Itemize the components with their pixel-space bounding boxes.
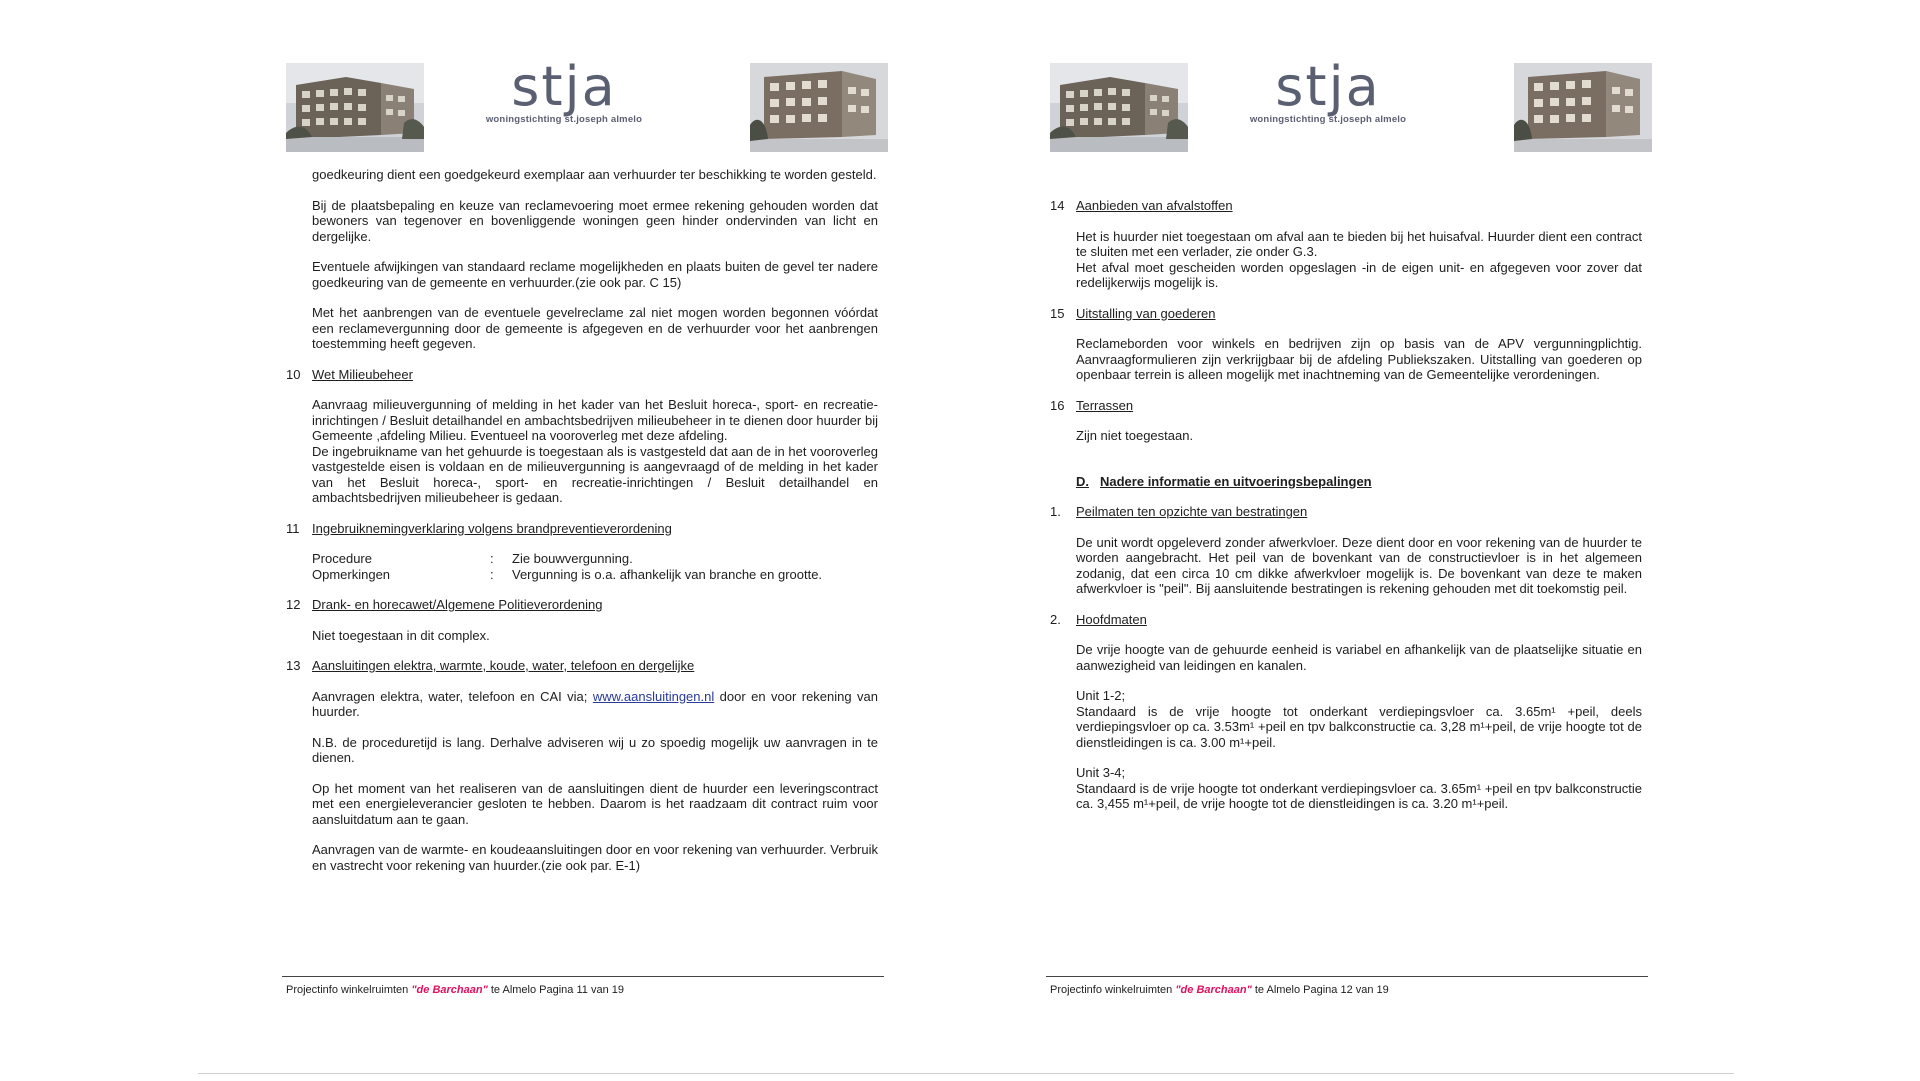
aansluitingen-link[interactable]: www.aansluitingen.nl (592, 688, 715, 704)
section-14-heading: 14 Aanbieden van afvalstoffen (1050, 198, 1233, 213)
section-15-heading: 15 Uitstalling van goederen (1050, 305, 1216, 321)
page-12-content (1050, 198, 1642, 812)
section-13-heading: 13 Aansluitingen elektra, warmte, koude, water, telefoon en dergelijke (286, 658, 695, 673)
footer-divider (1046, 976, 1648, 977)
scan-edge-line (198, 1073, 1734, 1074)
opmerkingen-row: Opmerkingen : Vergunning is o.a. afhankelijk van branche en grootte. (312, 566, 823, 582)
building-photo-right (1514, 63, 1652, 152)
stja-logo (1238, 55, 1418, 125)
paragraph: Zijn niet toegestaan. (1076, 428, 1194, 443)
section-d-heading: D. Nadere informatie en uitvoeringsbepalingen (1076, 473, 1372, 489)
paragraph: goedkeuring dient een goedgekeurd exemplaar aan verhuurder ter beschikking te worden gesteld. (312, 167, 877, 182)
paragraph: De vrije hoogte van de gehuurde eenheid is variabel en afhankelijk van de plaatselijke situatie en aanwezigheid van leidingen en kanalen. (1076, 642, 1642, 673)
logo-subtitle: woningstichting st.joseph almelo (1249, 114, 1407, 125)
footer-divider (282, 976, 884, 977)
page-footer: Projectinfo winkelruimten "de Barchaan" te Almelo Pagina 11 van 19 (286, 984, 624, 996)
paragraph: Het afval moet gescheiden worden opgeslagen -in de eigen unit- en afgegeven voor zover dat redelijkerwijs mogelijk is. (1076, 259, 1642, 290)
section-12-heading: 12 Drank- en horecawet/Algemene Politieverordening (286, 597, 603, 612)
logo-word: stja (511, 55, 617, 118)
paragraph: Niet toegestaan in dit complex. (312, 627, 490, 643)
paragraph: Het is huurder niet toegestaan om afval aan te bieden bij het huisafval. Huurder dient een contract te sluiten met een verlader, zie onder G.3. (1076, 228, 1642, 259)
procedure-row: Procedure : Zie bouwvergunning. (312, 551, 633, 566)
page-11-content (286, 167, 878, 873)
logo-subtitle: woningstichting st.joseph almelo (485, 114, 643, 125)
paragraph: Eventuele afwijkingen van standaard reclame mogelijkheden en plaats buiten de gevel ter nadere goedkeuring van de gemeente en verhuurder.(zie ook par. C 15) (312, 259, 878, 290)
stja-logo (474, 55, 654, 125)
unit-1-2-label: Unit 1-2; (1076, 688, 1126, 703)
paragraph: Reclameborden voor winkels en bedrijven zijn op basis van de APV vergunningplichtig. Aanvraagformulieren zijn verkrijgbaar bij de afdeling Publiekszaken. Uitstalling van goederen op openbaar terrein is alleen mogelijk met inachtneming van de Gemeentelijke verordeningen. (1076, 336, 1642, 382)
paragraph: Standaard is de vrije hoogte tot onderkant verdiepingsvloer ca. 3.65m¹ +peil, deels verdiepingsvloer op ca. 3.53m¹ +peil en tpv balkconstructie ca. 3,28 m¹+peil, de vrije hoogte tot de dienstleidingen is ca. 3.00 m¹+peil. (1076, 703, 1642, 750)
paragraph: Aanvragen elektra, water, telefoon en CAI via; www.aansluitingen.nl door en voor rekening van huurder. (312, 688, 878, 719)
section-d2-heading: 2. Hoofdmaten (1050, 611, 1147, 627)
section-11-heading: 11 Ingebruiknemingverklaring volgens brandpreventieverordening (286, 520, 672, 536)
paragraph: Aanvragen van de warmte- en koudeaansluitingen door en voor rekening van verhuurder. Verbruik en vastrecht voor rekening van huurder.(zie ook par. E-1) (312, 842, 878, 873)
section-d1-heading: 1. Peilmaten ten opzichte van bestratingen (1050, 504, 1308, 519)
section-16-heading: 16 Terrassen (1050, 397, 1134, 413)
building-photo-right (750, 63, 888, 152)
building-photo-left (286, 63, 424, 152)
paragraph: Bij de plaatsbepaling en keuze van reclamevoering moet ermee rekening gehouden worden dat bewoners van tegenover en bovenliggende woningen geen hinder ondervinden van licht en dergelijke. (312, 197, 878, 244)
paragraph: De unit wordt opgeleverd zonder afwerkvloer. Deze dient door en voor rekening van de huurder te worden aangebracht. Het peil van de bovenkant van de constructievloer is in het algemeen zodanig, dat een circa 10 cm dikke afwerkvloer mogelijk is. De bovenkant van deze te maken afwerkvloer is "peil". Bij aansluitende bestratingen is rekening gehouden met dit toekomstig peil. (1076, 534, 1642, 596)
paragraph: Op het moment van het realiseren van de aansluitingen dient de huurder een leveringscontract met een energieleverancier gesloten te hebben. Daarom is het raadzaam dit contract ruim voor aansluitdatum aan te gaan. (312, 780, 878, 827)
page-footer: Projectinfo winkelruimten "de Barchaan" te Almelo Pagina 12 van 19 (1050, 984, 1389, 996)
paragraph: Standaard is de vrije hoogte tot onderkant verdiepingsvloer ca. 3.65m¹ +peil en tpv balkconstructie ca. 3,455 m¹+peil, de vrije hoogte tot de dienstleidingen is ca. 3.20 m¹+peil. (1076, 780, 1642, 811)
paragraph: N.B. de proceduretijd is lang. Derhalve adviseren wij u zo spoedig mogelijk uw aanvragen in te dienen. (312, 734, 878, 765)
unit-3-4-label: Unit 3-4; (1076, 765, 1126, 780)
logo-word: stja (1275, 55, 1381, 118)
page-12 (960, 0, 1920, 1081)
section-10-heading: 10 Wet Milieubeheer (286, 366, 413, 382)
paragraph: Met het aanbrengen van de eventuele gevelreclame zal niet mogen worden begonnen vóórdat een reclamevergunning door de gemeente is afgegeven en de verhuurder voor het aanbrengen toestemming heeft gegeven. (312, 305, 878, 351)
paragraph: De ingebruikname van het gehuurde is toegestaan als is vastgesteld dat aan de in het vooroverleg vastgestelde eisen is voldaan en de milieuvergunning is aangevraagd of de melding in het kader van het Besluit horeca-, sport- en recreatie-inrichtingen / Besluit detailhandel en ambachtsbedrijven milieubeheer is gedaan. (312, 443, 878, 505)
paragraph: Aanvraag milieuvergunning of melding in het kader van het Besluit horeca-, sport- en recreatie-inrichtingen / Besluit detailhandel en ambachtsbedrijven milieubeheer in te dienen door huurder bij Gemeente ,afdeling Milieu. Eventueel na vooroverleg met deze afdeling. (312, 397, 878, 443)
building-photo-left (1050, 63, 1188, 152)
